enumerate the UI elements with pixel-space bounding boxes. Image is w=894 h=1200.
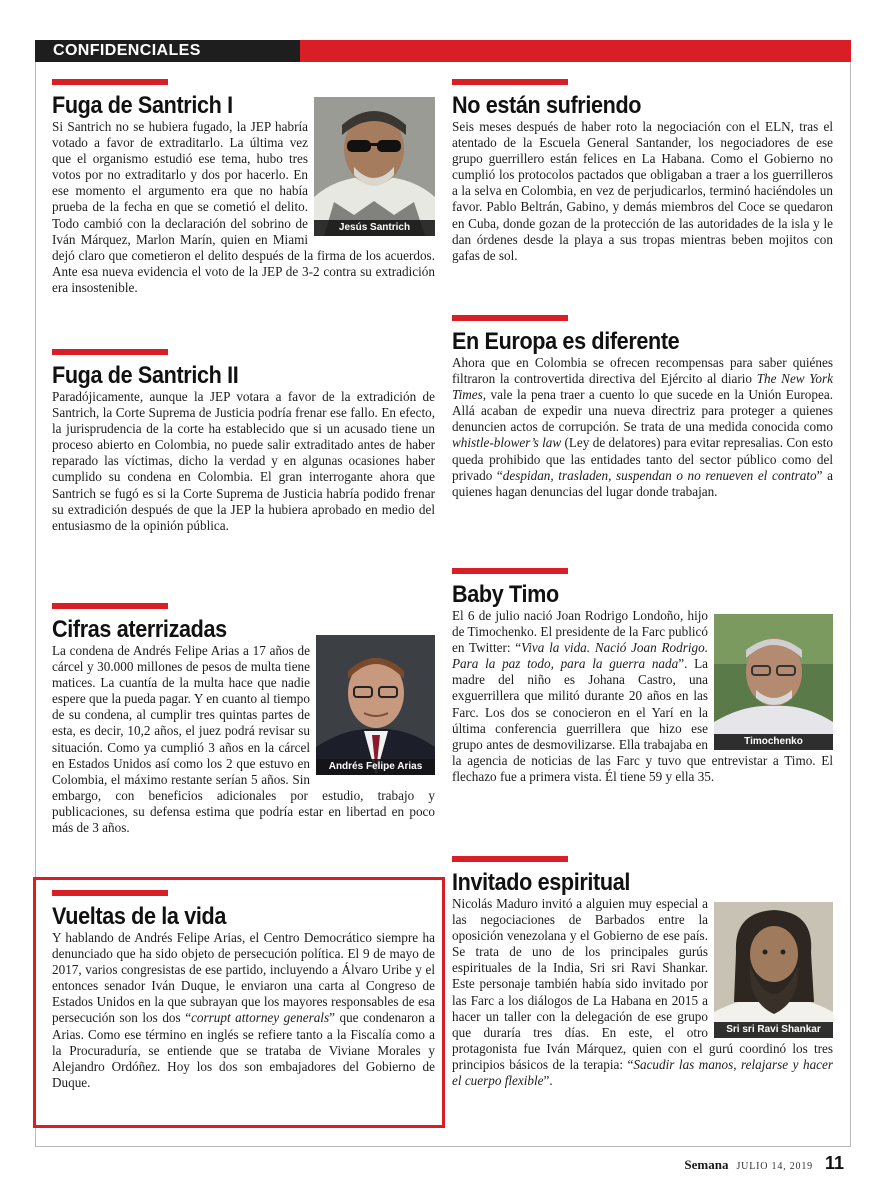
article-headline: Fuga de Santrich II	[52, 362, 239, 389]
emphasis-text: whistle-blower’s law	[452, 435, 562, 451]
headline-rule	[452, 856, 568, 862]
article-fuga-de-santrich-1	[52, 79, 435, 296]
headline-rule	[452, 79, 568, 85]
photo-timochenko	[714, 614, 833, 750]
photo-caption: Andrés Felipe Arias	[316, 759, 435, 775]
headline-rule	[452, 315, 568, 321]
magazine-brand: Semana	[684, 1157, 729, 1172]
portrait-illustration	[314, 97, 435, 236]
section-header-bar	[35, 40, 851, 62]
article-cifras-aterrizadas	[52, 603, 435, 836]
article-headline: En Europa es diferente	[452, 328, 680, 355]
emphasis-text: despidan, trasladen, suspendan o no renueven el contrato	[502, 467, 817, 483]
article-headline: Baby Timo	[452, 581, 559, 608]
right-frame-line	[850, 62, 851, 1147]
article-body: Paradójicamente, aunque la JEP votara a favor de la extradición de Santrich, la Corte Suprema de Justicia podría frenar ese fallo. En efecto, la jurisprudencia de la corte ha establecido que si un acusado tiene un proceso abierto en Colombia, no puede salir extraditado antes de haber reparado las víctimas, dicho la verdad y en algunas ocasiones haber cumplido su condena en Colombia. El gran interrogante ahora que Santrich se fugó es si la Corte Suprema de Justicia habría podido frenar su extradición después de que la JEP la hubiera aprobado en medio del entusiasmo de la opinión pública.	[52, 389, 435, 533]
photo-caption: Timochenko	[714, 734, 833, 750]
article-body: Seis meses después de haber roto la negociación con el ELN, tras el atentado de la Escuela General Santander, los negociadores de ese grupo guerrillero están felices en La Habana. Como el Gobierno no cumplió los protocolos pactados que obligaban a traer a los guerrilleros a la selva en Colombia, en vez de perjudicarlos, terminó haciéndoles un favor. Pablo Beltrán, Gabino, y demás miembros del Coce se quedaron en Cuba, donde gozan de la protección de las autoridades de la isla y le dan órdenes desde la playa a sus tropas mientras beben mojitos con gafas de sol.	[452, 119, 833, 263]
article-headline: Vueltas de la vida	[52, 903, 227, 930]
emphasis-text: Sacudir las manos, relajarse y hacer el cuerpo flexible	[452, 1056, 834, 1089]
article-headline: Fuga de Santrich I	[52, 92, 233, 119]
emphasis-text: Viva la vida. Nació Joan Rodrigo. Para la paz todo, para la guerra nada	[452, 640, 708, 672]
article-body: Si Santrich no se hubiera fugado, la JEP habría votado a favor de extraditarlo. La última vez que el organismo estudió ese tema, hubo tres votos por no extraditarlo y dos por hacerlo. En ese momento el argumento era que no había prueba de la fecha en que se cometió el delito. Todo cambió con la declaración del sobrino de Iván Márquez, Marlon Marín, quien en Miami dejó claro que cometieron el delito después de la firma de los acuerdos. Ante esa nueva evidencia el voto de la JEP de 3-2 contra su extradición era insostenible.	[52, 119, 435, 295]
emphasis-text: corrupt attorney generals	[191, 1010, 330, 1026]
article-fuga-de-santrich-2	[52, 349, 435, 534]
section-title: CONFIDENCIALES	[53, 42, 201, 59]
portrait-illustration	[316, 635, 435, 775]
photo-caption: Sri sri Ravi Shankar	[714, 1022, 833, 1038]
article-headline: No están sufriendo	[452, 92, 642, 119]
article-body: Ahora que en Colombia se ofrecen recompensas para saber quiénes filtraron la controvertida directiva del Ejército al diario The New York Times, vale la pena traer a cuento lo que sucede en la Unión Europea. Allá acaban de expedir una nueva directriz para proteger a quienes denuncien actos de corrupción. Se trata de una medida conocida como whistle-blower’s law (Ley de delatores) para evitar represalias. Con esto queda prohibido que las entidades tanto del sector público como del privado “despidan, trasladen, suspendan o no renueven el contrato” a quienes hagan denuncias del lugar donde trabajan.	[452, 355, 833, 499]
article-body: Nicolás Maduro invitó a alguien muy especial a las negociaciones de Barbados entre la oposición venezolana y el Gobierno de ese país. Se trata de uno de los principales gurús espirituales de la India, Sri sri Ravi Shankar. Este personaje también había sido invitado por las Farc a los diálogos de La Habana en 2015 a hacer un taller con la delegación de ese grupo que duraría tres días. En este, el otro protagonista fue Iván Márquez, quien con el gurú coordinó los tres principios básicos de la terapia: “Sacudir las manos, relajarse y hacer el cuerpo flexible”.	[452, 896, 834, 1089]
article-headline: Cifras aterrizadas	[52, 616, 227, 643]
photo-jesus-santrich	[314, 97, 435, 236]
headline-rule	[52, 349, 168, 355]
page-number: 11	[824, 1153, 844, 1173]
page-footer	[684, 1153, 844, 1174]
article-vueltas-de-la-vida	[52, 890, 435, 1091]
article-body: Y hablando de Andrés Felipe Arias, el Centro Democrático siempre ha denunciado que ha sido objeto de persecución política. El 9 de mayo de 2017, varios congresistas de ese partido, incluyendo a Álvaro Uribe y el entonces senador Iván Duque, le enviaron una carta al Congreso de Estados Unidos en la que subrayan que los mayores responsables de esa persecución son los dos “corrupt attorney generals” que condenaron a Arias. Como ese término en inglés se refiere tanto a la Fiscalía como a la Procuraduría, se entiende que se trataba de Viviane Morales y Alejandro Ordóñez. Hoy los dos son embajadores del Gobierno de Duque.	[52, 930, 436, 1090]
portrait-illustration	[714, 614, 833, 750]
article-en-europa-es-diferente	[452, 315, 833, 500]
article-headline: Invitado espiritual	[452, 869, 631, 896]
headline-rule	[52, 79, 168, 85]
article-no-estan-sufriendo	[452, 79, 833, 264]
photo-andres-felipe-arias	[316, 635, 435, 775]
photo-caption: Jesús Santrich	[314, 220, 435, 236]
headline-rule	[52, 603, 168, 609]
issue-date: JULIO 14, 2019	[736, 1161, 813, 1172]
headline-rule	[52, 890, 168, 896]
bottom-frame-line	[35, 1146, 851, 1147]
article-body: La condena de Andrés Felipe Arias a 17 años de cárcel y 30.000 millones de pesos de multa tiene matices. La cuantía de la multa hace que nadie espere que la pueda pagar. Y en cuanto al tiempo de su condena, al cumplir tres quintas partes de esta, es decir, 10,2 años, el juez podrá revisar su situación. Como ya cumplió 3 años en la cárcel en Estados Unidos así como los 2 que estuvo en Colombia, el máximo restante serían 5 años. Sin embargo, con beneficios adicionales por estudio, trabajo y publicaciones, su defensa estima que podría estar en libertad en poco más de 3 años.	[52, 643, 435, 836]
article-body: El 6 de julio nació Joan Rodrigo Londoño, hijo de Timochenko. El presidente de la Farc publicó en Twitter: “Viva la vida. Nació Joan Rodrigo. Para la paz todo, para la guerra nada”. La madre del niño es Johana Castro, una exguerrillera que militó durante 20 años en las Farc. Los dos se conocieron en el Yarí en la última conferencia guerrillera que hizo ese grupo antes de desmovilizarse. Ella trabajaba en la agencia de noticias de las Farc y tuvo que entrevistar a Timo. El flechazo fue a primera vista. Él tiene 59 y ella 35.	[452, 608, 833, 784]
portrait-illustration	[714, 902, 833, 1038]
emphasis-text: The New York Times	[452, 371, 833, 403]
headline-rule	[452, 568, 568, 574]
photo-sri-sri-ravi-shankar	[714, 902, 833, 1038]
article-invitado-espiritual	[452, 856, 833, 1089]
article-baby-timo	[452, 568, 833, 785]
